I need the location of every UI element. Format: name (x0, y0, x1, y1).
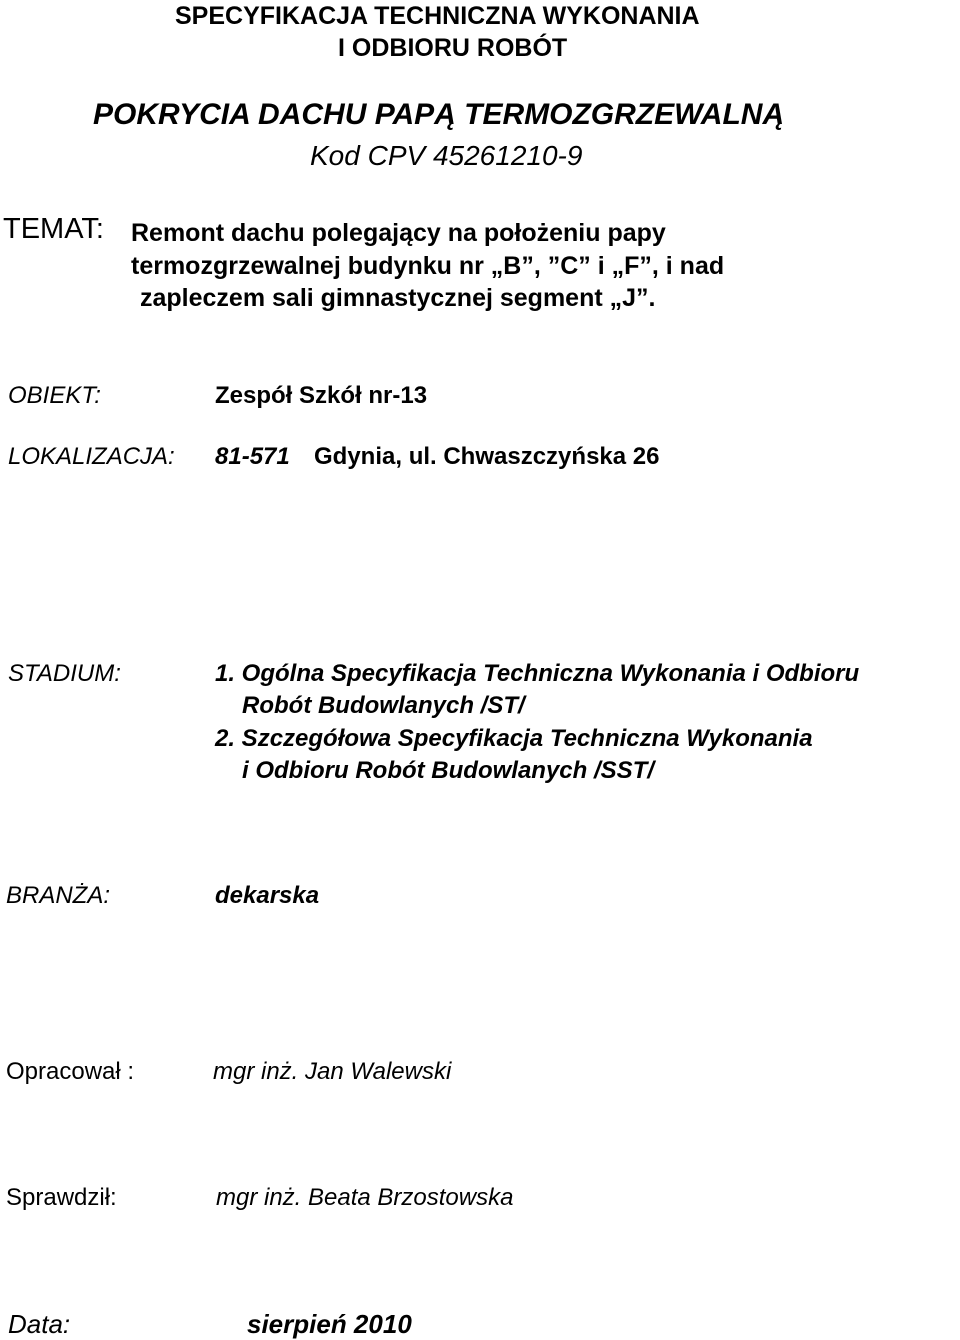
temat-line1: Remont dachu polegający na położeniu papy (131, 219, 666, 247)
stadium-label: STADIUM: (8, 660, 121, 687)
document-title-line2: I ODBIORU ROBÓT (338, 34, 568, 62)
data-label: Data: (8, 1309, 71, 1339)
temat-label: TEMAT: (3, 213, 104, 245)
stadium-item1-line1: 1. Ogólna Specyfikacja Techniczna Wykonania i Odbioru (215, 660, 860, 687)
lokalizacja-postal-code: 81-571 (215, 443, 290, 470)
stadium-item2-line2: i Odbioru Robót Budowlanych /SST/ (242, 757, 654, 784)
branza-label: BRANŻA: (6, 882, 111, 909)
temat-line3: zapleczem sali gimnastycznej segment „J”. (140, 284, 656, 312)
branza-value: dekarska (215, 882, 320, 909)
obiekt-label: OBIEKT: (8, 382, 101, 409)
sprawdzil-value: mgr inż. Beata Brzostowska (216, 1184, 514, 1211)
lokalizacja-label: LOKALIZACJA: (8, 443, 175, 470)
temat-line2: termozgrzewalnej budynku nr „B”, ”C” i „F”, i nad (131, 252, 725, 280)
stadium-item1-line2: Robót Budowlanych /ST/ (242, 692, 525, 719)
lokalizacja-address: Gdynia, ul. Chwaszczyńska 26 (314, 443, 660, 470)
stadium-item2-line1: 2. Szczegółowa Specyfikacja Techniczna Wykonania (215, 725, 813, 752)
document-subtitle: POKRYCIA DACHU PAPĄ TERMOZGRZEWALNĄ (93, 98, 785, 131)
document-title-line1: SPECYFIKACJA TECHNICZNA WYKONANIA (175, 2, 700, 30)
cpv-code: Kod CPV 45261210-9 (310, 140, 583, 171)
data-value: sierpień 2010 (247, 1309, 412, 1339)
sprawdzil-label: Sprawdził: (6, 1184, 117, 1211)
opracowal-value: mgr inż. Jan Walewski (213, 1058, 452, 1085)
opracowal-label: Opracował : (6, 1058, 135, 1085)
obiekt-value: Zespół Szkół nr-13 (215, 382, 428, 409)
